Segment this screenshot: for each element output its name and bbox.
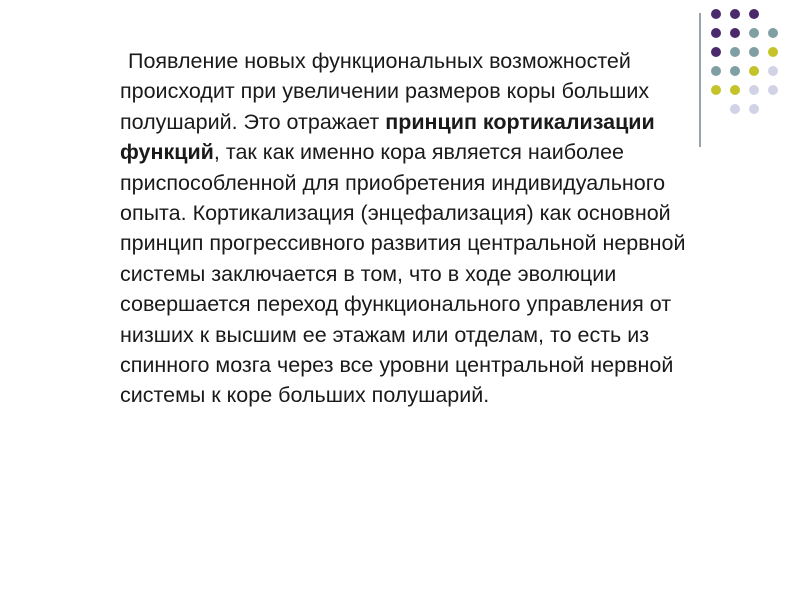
- decorative-dot: [730, 85, 740, 95]
- paragraph-text-end: , так как именно кора является наиболее приспособленной для приобретения индивидуального опыта. Кортикализация (энцефализация) как основной принцип прогрессивного развития центральной нервной системы заключается в том, что в ходе эволюции совершается переход функционального управления от низших к высшим ее этажам или отделам, то есть из спинного мозга через все уровни центральной нервной системы к коре больших полушарий.: [120, 140, 686, 408]
- paragraph-text-start: Появление новых функциональных возможностей происходит при увеличении размеров коры больших полушарий. Это отражает: [120, 49, 650, 134]
- decorative-dot: [730, 104, 740, 114]
- decorative-dot: [711, 9, 721, 19]
- decorative-dot: [768, 66, 778, 76]
- decorative-dot: [730, 28, 740, 38]
- paragraph-bold-term: принцип кортикализации функций: [120, 109, 655, 165]
- body-paragraph: [120, 46, 720, 411]
- decorative-dot: [711, 28, 721, 38]
- decorative-dot: [749, 28, 759, 38]
- decorative-dot: [768, 85, 778, 95]
- decorative-dot: [749, 66, 759, 76]
- decorative-dot: [730, 66, 740, 76]
- decorative-dot: [768, 28, 778, 38]
- decorative-dot: [749, 85, 759, 95]
- decorative-dot: [768, 47, 778, 57]
- decorative-dot: [730, 9, 740, 19]
- decorative-dot: [730, 47, 740, 57]
- decorative-dot-grid: [711, 9, 771, 129]
- decorative-dot: [749, 47, 759, 57]
- decorative-dot: [749, 9, 759, 19]
- decorative-dot: [749, 104, 759, 114]
